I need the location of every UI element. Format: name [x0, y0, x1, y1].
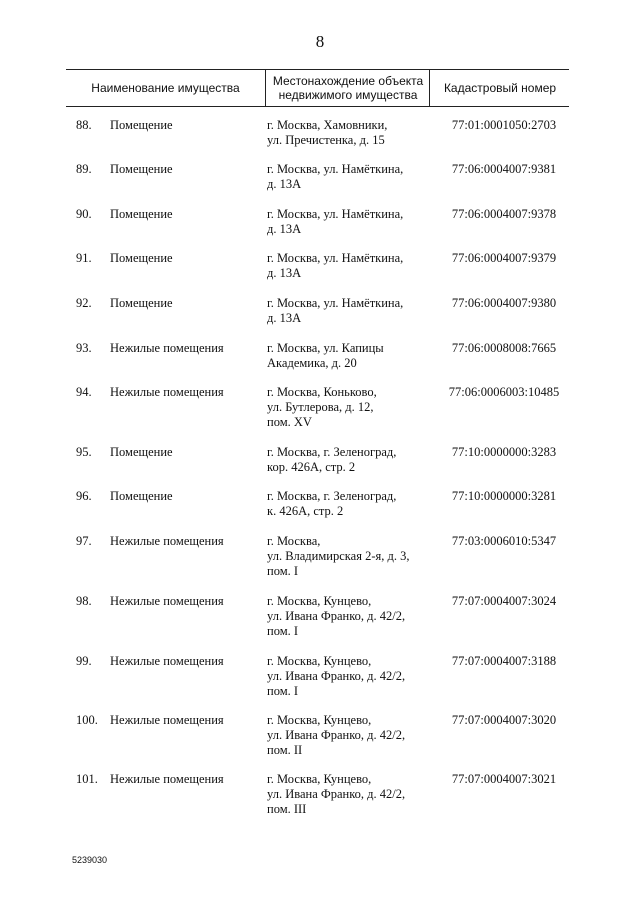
table-header — [66, 69, 569, 107]
row-location — [267, 534, 442, 579]
row-number: 94. — [76, 385, 92, 399]
row-number: 95. — [76, 445, 92, 459]
row-cadastral-number: 77:07:0004007:3188 — [451, 654, 557, 668]
row-name: Помещение — [110, 489, 173, 503]
row-number: 96. — [76, 489, 92, 503]
row-location — [267, 341, 442, 371]
row-cadastral-number: 77:07:0004007:3021 — [451, 772, 557, 786]
header-location-line1: Местонахождение объекта — [272, 74, 424, 88]
row-location — [267, 594, 442, 639]
row-location-line: д. 13А — [267, 266, 302, 280]
row-location — [267, 296, 442, 326]
row-location-line: г. Москва, Хамовники, — [267, 118, 388, 132]
row-location-line: г. Москва, — [267, 534, 321, 548]
row-name: Нежилые помещения — [110, 534, 224, 548]
row-location-line: г. Москва, Коньково, — [267, 385, 377, 399]
row-location — [267, 207, 442, 237]
row-cadastral-number: 77:07:0004007:3024 — [451, 594, 557, 608]
row-cadastral-number: 77:01:0001050:2703 — [451, 118, 557, 132]
row-number: 90. — [76, 207, 92, 221]
row-location — [267, 445, 442, 475]
row-location-line: ул. Ивана Франко, д. 42/2, — [267, 609, 406, 623]
header-location — [265, 70, 430, 106]
footer-code: 5239030 — [72, 855, 108, 865]
row-location — [267, 162, 442, 192]
row-number: 99. — [76, 654, 92, 668]
row-location-line: пом. XV — [267, 415, 312, 429]
row-location-line: д. 13А — [267, 177, 302, 191]
row-location-line: г. Москва, ул. Капицы — [267, 341, 384, 355]
row-location — [267, 772, 442, 817]
row-location-line: пом. I — [267, 684, 299, 698]
row-cadastral-number: 77:06:0004007:9379 — [451, 251, 557, 265]
row-number: 98. — [76, 594, 92, 608]
row-location-line: ул. Ивана Франко, д. 42/2, — [267, 787, 406, 801]
row-name: Помещение — [110, 445, 173, 459]
row-location-line: пом. I — [267, 564, 299, 578]
row-cadastral-number: 77:07:0004007:3020 — [451, 713, 557, 727]
row-name: Нежилые помещения — [110, 772, 224, 786]
row-location — [267, 654, 442, 699]
row-name: Помещение — [110, 162, 173, 176]
row-cadastral-number: 77:06:0004007:9378 — [451, 207, 557, 221]
row-name: Помещение — [110, 207, 173, 221]
row-location-line: к. 426А, стр. 2 — [267, 504, 344, 518]
row-number: 101. — [76, 772, 98, 786]
row-location-line: д. 13А — [267, 311, 302, 325]
row-name: Нежилые помещения — [110, 385, 224, 399]
row-name: Помещение — [110, 251, 173, 265]
page-number: 8 — [315, 32, 325, 51]
row-number: 88. — [76, 118, 92, 132]
row-location-line: ул. Ивана Франко, д. 42/2, — [267, 728, 406, 742]
row-location-line: г. Москва, г. Зеленоград, — [267, 445, 397, 459]
row-name: Помещение — [110, 296, 173, 310]
row-cadastral-number: 77:10:0000000:3283 — [451, 445, 557, 459]
row-location-line: г. Москва, Кунцево, — [267, 654, 372, 668]
row-location-line: ул. Владимирская 2-я, д. 3, — [267, 549, 410, 563]
row-name: Нежилые помещения — [110, 594, 224, 608]
row-cadastral-number: 77:06:0008008:7665 — [451, 341, 557, 355]
row-number: 100. — [76, 713, 98, 727]
row-location-line: г. Москва, г. Зеленоград, — [267, 489, 397, 503]
row-number: 97. — [76, 534, 92, 548]
header-cadastral: Кадастровый номер — [429, 70, 570, 106]
row-cadastral-number: 77:06:0006003:10485 — [448, 385, 560, 399]
row-number: 93. — [76, 341, 92, 355]
row-location-line: г. Москва, ул. Намёткина, — [267, 296, 404, 310]
row-location-line: кор. 426А, стр. 2 — [267, 460, 356, 474]
row-number: 89. — [76, 162, 92, 176]
row-cadastral-number: 77:06:0004007:9380 — [451, 296, 557, 310]
row-location-line: пом. II — [267, 743, 303, 757]
row-location-line: д. 13А — [267, 222, 302, 236]
row-location — [267, 713, 442, 758]
row-cadastral-number: 77:03:0006010:5347 — [451, 534, 557, 548]
row-location-line: г. Москва, ул. Намёткина, — [267, 207, 404, 221]
row-number: 91. — [76, 251, 92, 265]
header-location-line2: недвижимого имущества — [278, 88, 418, 102]
row-number: 92. — [76, 296, 92, 310]
row-location-line: пом. I — [267, 624, 299, 638]
row-location-line: пом. III — [267, 802, 307, 816]
row-location-line: Академика, д. 20 — [267, 356, 357, 370]
row-name: Помещение — [110, 118, 173, 132]
header-name: Наименование имущества — [91, 81, 240, 95]
row-cadastral-number: 77:10:0000000:3281 — [451, 489, 557, 503]
row-cadastral-number: 77:06:0004007:9381 — [451, 162, 557, 176]
row-location-line: г. Москва, ул. Намёткина, — [267, 162, 404, 176]
row-name: Нежилые помещения — [110, 654, 224, 668]
row-name: Нежилые помещения — [110, 713, 224, 727]
row-location — [267, 385, 442, 430]
row-location-line: ул. Ивана Франко, д. 42/2, — [267, 669, 406, 683]
row-location — [267, 118, 442, 148]
row-location-line: г. Москва, Кунцево, — [267, 772, 372, 786]
row-location-line: г. Москва, ул. Намёткина, — [267, 251, 404, 265]
row-location-line: г. Москва, Кунцево, — [267, 713, 372, 727]
row-location — [267, 489, 442, 519]
row-location — [267, 251, 442, 281]
row-location-line: ул. Пречистенка, д. 15 — [267, 133, 385, 147]
row-location-line: г. Москва, Кунцево, — [267, 594, 372, 608]
row-location-line: ул. Бутлерова, д. 12, — [267, 400, 374, 414]
row-name: Нежилые помещения — [110, 341, 224, 355]
